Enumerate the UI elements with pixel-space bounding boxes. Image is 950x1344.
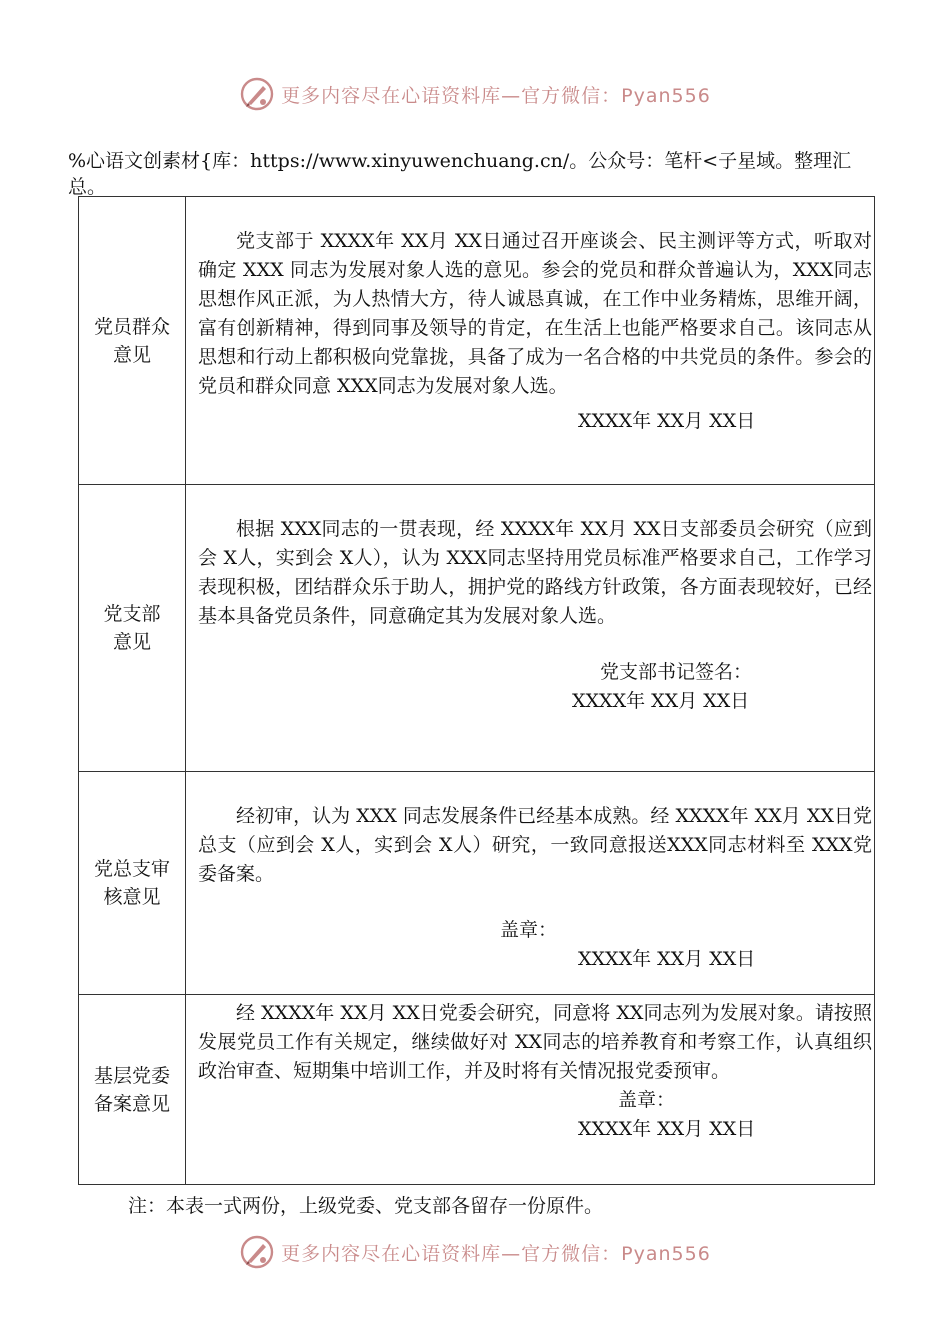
pen-logo-icon (239, 1234, 275, 1270)
table-row (79, 995, 875, 1185)
opinion-paragraph: 根据 XXX同志的一贯表现，经 XXXX年 XX月 XX日支部委员会研究（应到会 X人，实到会 X人），认为 XXX同志坚持用党员标准严格要求自己，工作学习表现积极，团结群众乐于助人，拥护党的路线方针政策，各方面表现较好，已经基本具备党员条件，同意确定其为发展对象人选。 (198, 518, 872, 627)
table-row (79, 772, 875, 995)
table-row (79, 197, 875, 485)
row-label: 基层党委备案意见 (93, 1064, 170, 1115)
date-line: XXXX年 XX月 XX日 (578, 1118, 756, 1140)
review-form-table (78, 196, 875, 1185)
opinion-paragraph: 党支部于 XXXX年 XX月 XX日通过召开座谈会、民主测评等方式，听取对确定 XXX 同志为发展对象人选的意见。参会的党员和群众普遍认为，XXX同志思想作风正派，为人热情大方，待人诚恳真诚，在工作中业务精炼，思维开阔，富有创新精神，得到同事及领导的肯定，在生活上也能严格要求自己。该同志从思想和行动上都积极向党靠拢，具备了成为一名合格的中共党员的条件。参会的党员和群众同意 XXX同志为发展对象人选。 (198, 230, 872, 397)
row-label-cell (79, 772, 186, 995)
date-line: XXXX年 XX月 XX日 (578, 948, 756, 970)
opinion-paragraph: 经 XXXX年 XX月 XX日党委会研究，同意将 XX同志列为发展对象。请按照发展党员工作有关规定，继续做好对 XX同志的培养教育和考察工作，认真组织政治审查、短期集中培训工作，并及时将有关情况报党委预审。 (198, 1002, 872, 1082)
stamp-label: 盖章： (500, 919, 558, 941)
row-content-cell (186, 995, 875, 1185)
footnote: 注：本表一式两份，上级党委、党支部各留存一份原件。 (128, 1195, 604, 1217)
row-label: 党总支审核意见 (93, 858, 170, 908)
row-label: 党支部意见 (103, 603, 161, 653)
stamp-label: 盖章： (618, 1089, 676, 1111)
header-banner (0, 72, 950, 116)
table-row (79, 485, 875, 772)
date-line: XXXX年 XX月 XX日 (578, 410, 756, 432)
signature-label: 党支部书记签名： (600, 661, 753, 683)
footer-banner-text: 更多内容尽在心语资料库—官方微信：Pyan556 (281, 1242, 711, 1265)
row-label-cell (79, 485, 186, 772)
footer-banner (0, 1230, 950, 1274)
row-label-cell (79, 197, 186, 485)
row-label: 党员群众意见 (93, 315, 170, 366)
date-line: XXXX年 XX月 XX日 (572, 690, 750, 712)
source-line: %心语文创素材{库：https://www.xinyuwenchuang.cn/。公众号：笔杆<子星域。整理汇总。 (68, 150, 852, 198)
row-content-cell (186, 485, 875, 772)
pen-logo-icon (239, 76, 275, 112)
row-content-cell (186, 772, 875, 995)
header-banner-text: 更多内容尽在心语资料库—官方微信：Pyan556 (281, 84, 711, 107)
opinion-paragraph: 经初审，认为 XXX 同志发展条件已经基本成熟。经 XXXX年 XX月 XX日党总支（应到会 X人，实到会 X人）研究，一致同意报送XXX同志材料至 XXX党委备案。 (198, 805, 872, 885)
row-content-cell (186, 197, 875, 485)
row-label-cell (79, 995, 186, 1185)
